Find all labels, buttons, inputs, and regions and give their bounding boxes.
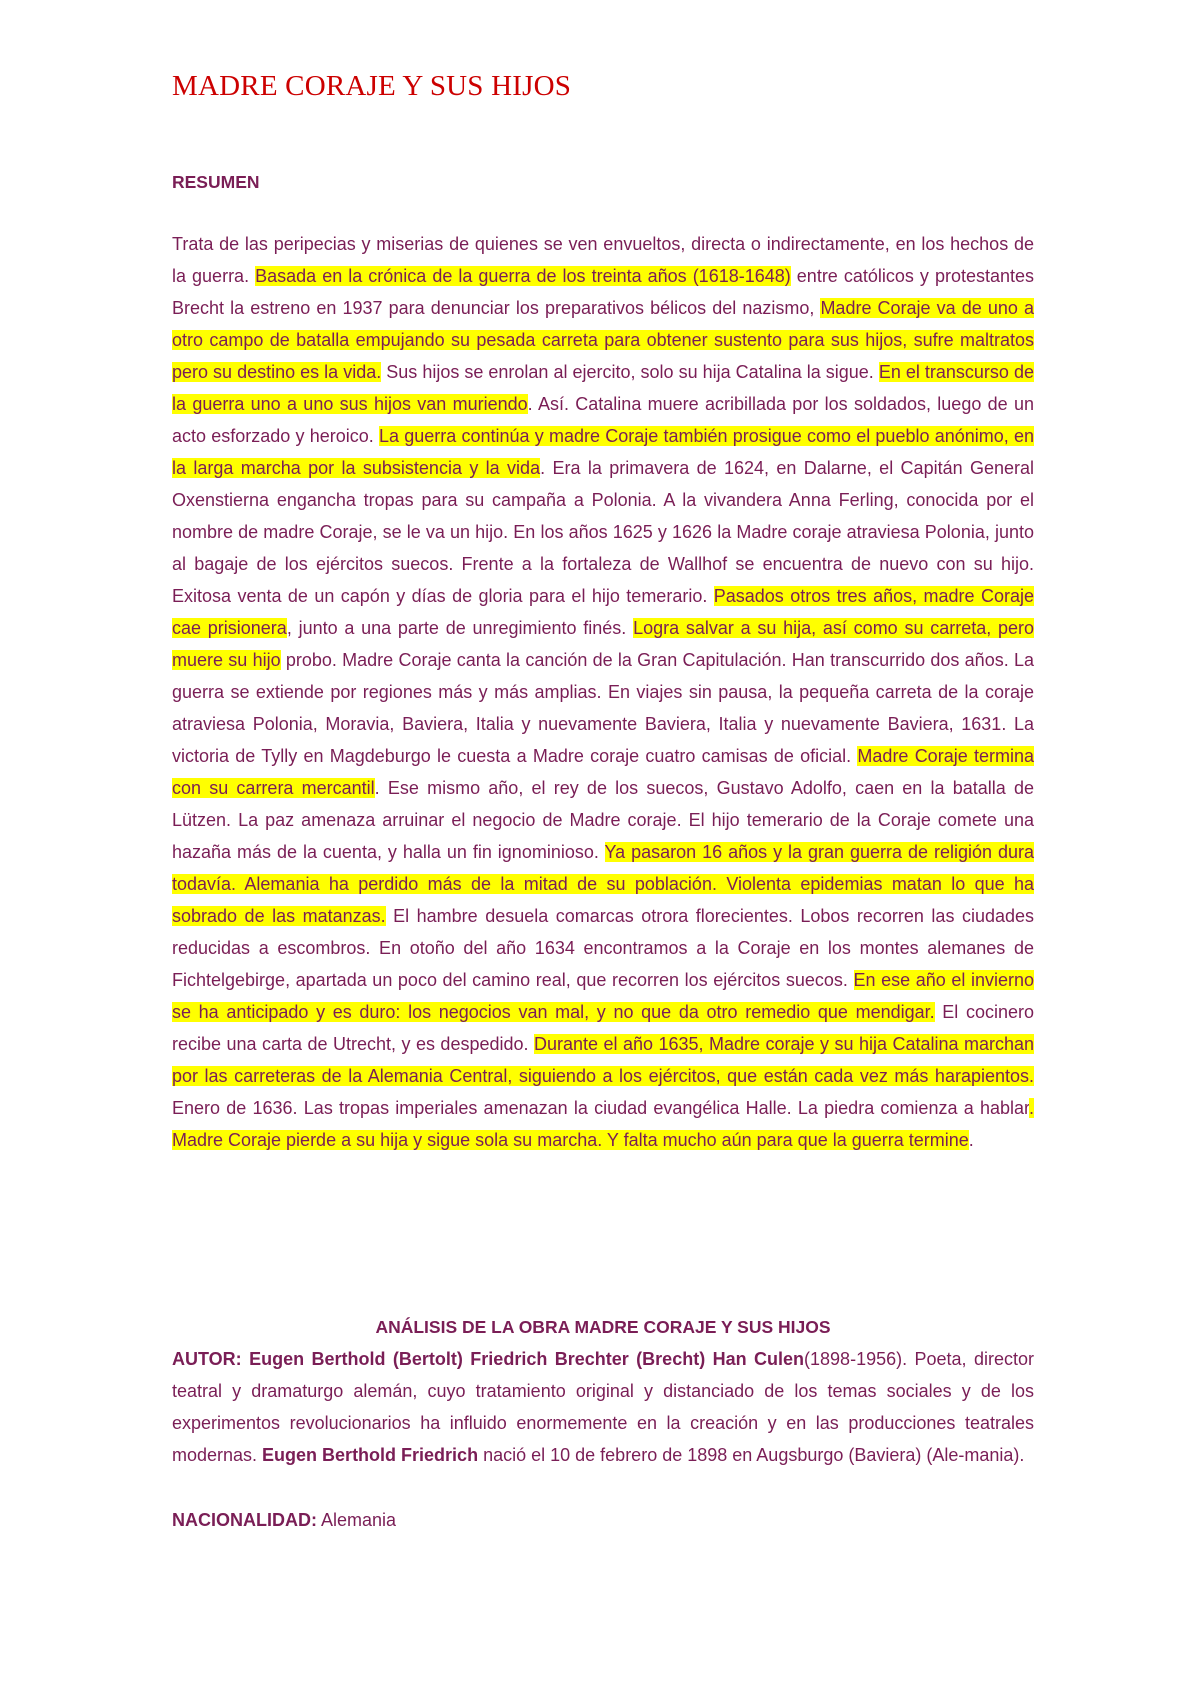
summary-segment: El cocinero recibe una carta de Utrecht, y es despedido. bbox=[172, 1002, 1034, 1054]
analysis-heading: ANÁLISIS DE LA OBRA MADRE CORAJE Y SUS HIJOS bbox=[375, 1317, 831, 1337]
summary-segment-highlighted: Madre Coraje va de uno a otro campo de batalla empujando su pesada carreta para obtener sustento para sus hijos, sufre maltratos pero su destino es la vida. bbox=[172, 298, 1035, 382]
summary-segment: . bbox=[968, 1130, 974, 1150]
summary-segment: El hambre desuela comarcas otrora florecientes. Lobos recorren las ciudades reducidas a escombros. En otoño del año 1634 encontramos a la Coraje en los montes alemanes de Fichtelgebirge, apartada un poco del camino real, que recorren los ejércitos suecos. bbox=[172, 906, 1034, 990]
summary-segment-highlighted: Basada en la crónica de la guerra de los treinta años (1618-1648) bbox=[255, 266, 791, 286]
summary-segment-highlighted: Madre Coraje termina con su carrera mercantil bbox=[172, 746, 1034, 798]
summary-heading: RESUMEN bbox=[172, 172, 260, 192]
author-bold-name: Eugen Berthold Friedrich bbox=[262, 1445, 479, 1465]
nationality-value: Alemania bbox=[316, 1510, 397, 1530]
author-bio: (1898-1956). Poeta, director teatral y dramaturgo alemán, cuyo tratamiento original y distanciado de los temas sociales y de los experimentos revolucionarios ha influido enormemente en la creación y en las producciones teatrales modernas. bbox=[172, 1349, 1034, 1465]
document-title: MADRE CORAJE Y SUS HIJOS bbox=[172, 70, 572, 102]
summary-segment-highlighted: Logra salvar a su hija, así como su carreta, pero muere su hijo bbox=[172, 618, 1035, 670]
summary-segment: Trata de las peripecias y miserias de quienes se ven envueltos, directa o indirectamente, en los hechos de la guerra. bbox=[172, 234, 1034, 286]
summary-segment-highlighted: Ya pasaron 16 años y la gran guerra de religión dura todavía. Alemania ha perdido más de la mitad de su población. Violenta epidemias matan lo que ha sobrado de las matanzas. bbox=[172, 842, 1034, 926]
summary-segment-highlighted: En ese año el invierno se ha anticipado y es duro: los negocios van mal, y no que da otro remedio que mendigar. bbox=[172, 970, 1034, 1022]
author-birth: nació el 10 de febrero de 1898 en Augsburgo (Baviera) (Ale-mania). bbox=[478, 1445, 1025, 1465]
summary-segment: Enero de 1636. Las tropas imperiales amenazan la ciudad evangélica Halle. La piedra comienza a hablar bbox=[172, 1098, 1029, 1118]
summary-segment: . Era la primavera de 1624, en Dalarne, el Capitán General Oxenstierna engancha tropas para su campaña a Polonia. A la vivandera Anna Ferling, conocida por el nombre de madre Coraje, se le va un hijo. En los años 1625 y 1626 la Madre coraje atraviesa Polonia, junto al bagaje de los ejércitos suecos. Frente a la fortaleza de Wallhof se encuentra de nuevo con su hijo. Exitosa venta de un capón y días de gloria para el hijo temerario. bbox=[172, 458, 1034, 606]
nationality-label: NACIONALIDAD: bbox=[172, 1510, 317, 1530]
author-label: AUTOR: Eugen Berthold (Bertolt) Friedrich Brechter (Brecht) Han Culen bbox=[172, 1349, 805, 1369]
summary-segment: Sus hijos se enrolan al ejercito, solo su hija Catalina la sigue. bbox=[381, 362, 879, 382]
summary-segment: . Así. Catalina muere acribillada por los soldados, luego de un acto esforzado y heroico. bbox=[172, 394, 1034, 446]
summary-segment-highlighted: En el transcurso de la guerra uno a uno sus hijos van muriendo bbox=[172, 362, 1034, 414]
summary-segment-highlighted: . Madre Coraje pierde a su hija y sigue sola su marcha. Y falta mucho aún para que la guerra termine bbox=[172, 1098, 1034, 1150]
summary-segment: entre católicos y protestantes Brecht la estreno en 1937 para denunciar los preparativos bélicos del nazismo, bbox=[172, 266, 1035, 318]
summary-segment-highlighted: La guerra continúa y madre Coraje también prosigue como el pueblo anónimo, en la larga marcha por la subsistencia y la vida bbox=[172, 426, 1034, 478]
author-paragraph bbox=[172, 1343, 1034, 1471]
summary-segment: , junto a una parte de unregimiento finés. bbox=[286, 618, 634, 638]
summary-segment: probo. Madre Coraje canta la canción de la Gran Capitulación. Han transcurrido dos años. La guerra se extiende por regiones más y más amplias. En viajes sin pausa, la pequeña carreta de la coraje atraviesa Polonia, Moravia, Baviera, Italia y nuevamente Baviera, Italia y nuevamente Baviera, 1631. La victoria de Tylly en Magdeburgo le cuesta a Madre coraje cuatro camisas de oficial. bbox=[172, 650, 1034, 766]
summary-segment-highlighted: Durante el año 1635, Madre coraje y su hija Catalina marchan por las carreteras de la Alemania Central, siguiendo a los ejércitos, que están cada vez más harapientos. bbox=[172, 1034, 1035, 1086]
summary-paragraph bbox=[172, 228, 1034, 1156]
nationality-line bbox=[172, 1504, 1034, 1536]
summary-segment-highlighted: Pasados otros tres años, madre Coraje cae prisionera bbox=[172, 586, 1034, 638]
summary-segment: . Ese mismo año, el rey de los suecos, Gustavo Adolfo, caen en la batalla de Lützen. La paz amenaza arruinar el negocio de Madre coraje. El hijo temerario de la Coraje comete una hazaña más de la cuenta, y halla un fin ignominioso. bbox=[172, 778, 1034, 862]
